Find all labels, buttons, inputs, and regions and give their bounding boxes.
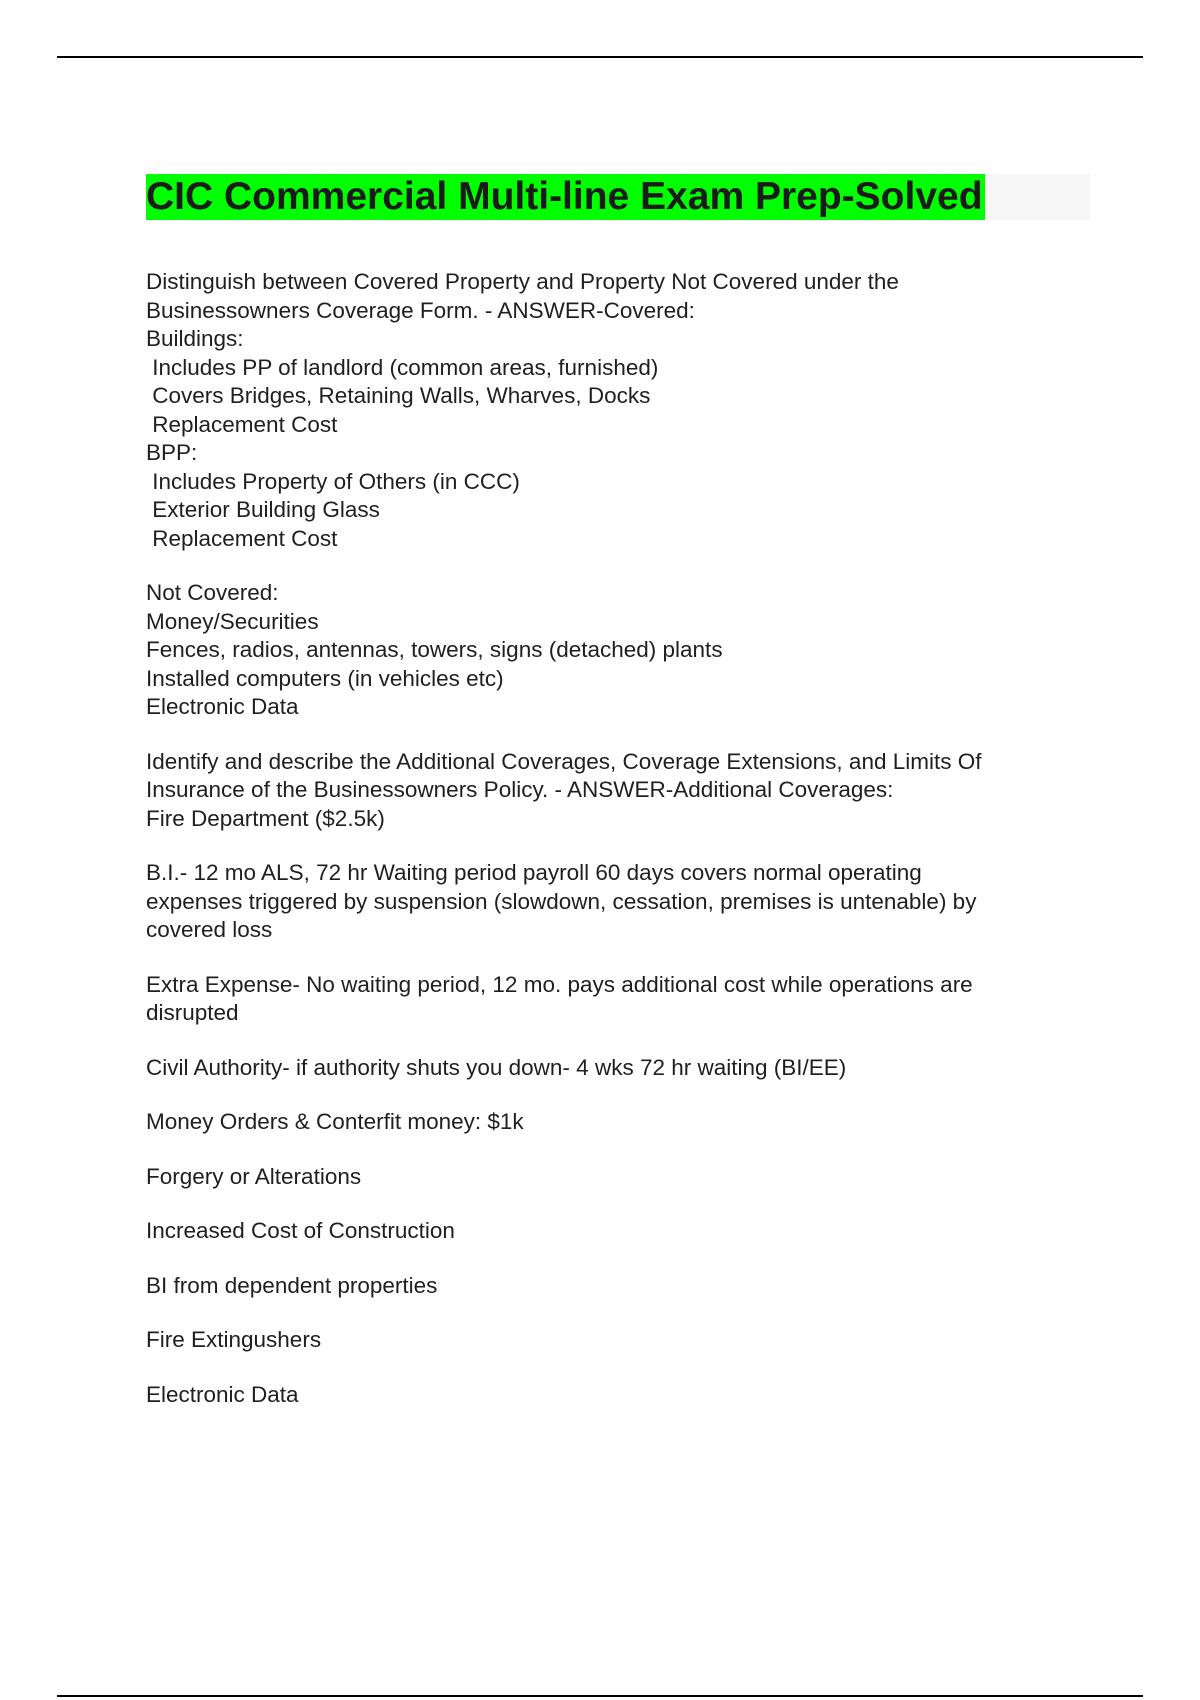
- text-line: Covers Bridges, Retaining Walls, Wharves, Docks: [146, 383, 651, 408]
- paragraph: [146, 1272, 1096, 1301]
- paragraph: [146, 1381, 1096, 1410]
- paragraph: [146, 1108, 1096, 1137]
- text-line: disrupted: [146, 1000, 239, 1025]
- text-line: Buildings:: [146, 326, 244, 351]
- text-line: B.I.- 12 mo ALS, 72 hr Waiting period payroll 60 days covers normal operating: [146, 860, 922, 885]
- paragraph: [146, 859, 1096, 945]
- paragraph-gap: [146, 945, 1096, 971]
- text-line: Fences, radios, antennas, towers, signs (detached) plants: [146, 637, 723, 662]
- paragraph: [146, 1054, 1096, 1083]
- text-line: Replacement Cost: [146, 525, 338, 551]
- text-line: Civil Authority- if authority shuts you down- 4 wks 72 hr waiting (BI/EE): [146, 1054, 847, 1080]
- text-line: Exterior Building Glass: [146, 497, 380, 522]
- bottom-rule: [57, 1695, 1143, 1697]
- document-body: [146, 268, 1096, 1409]
- text-line: expenses triggered by suspension (slowdown, cessation, premises is untenable) by: [146, 888, 977, 914]
- text-line: BI from dependent properties: [146, 1272, 438, 1298]
- paragraph-gap: [146, 722, 1096, 748]
- paragraph: [146, 1326, 1096, 1355]
- text-line: Insurance of the Businessowners Policy. - ANSWER-Additional Coverages:: [146, 777, 894, 802]
- text-line: BPP:: [146, 440, 198, 465]
- text-line: Distinguish between Covered Property and Property Not Covered under the: [146, 269, 899, 294]
- text-line: Fire Extingushers: [146, 1327, 322, 1352]
- paragraph-gap: [146, 553, 1096, 579]
- text-line: covered loss: [146, 917, 273, 942]
- paragraph: [146, 748, 1096, 834]
- text-line: Forgery or Alterations: [146, 1163, 362, 1189]
- text-line: Electronic Data: [146, 694, 299, 719]
- text-line: Extra Expense- No waiting period, 12 mo. pays additional cost while operations are: [146, 971, 973, 997]
- paragraph: [146, 971, 1096, 1028]
- text-line: Includes Property of Others (in CCC): [146, 468, 520, 494]
- text-line: Money Orders & Conterfit money: $1k: [146, 1109, 524, 1134]
- paragraph-gap: [146, 1355, 1096, 1381]
- paragraph: [146, 1217, 1096, 1246]
- paragraph-gap: [146, 1028, 1096, 1054]
- paragraph-gap: [146, 1300, 1096, 1326]
- text-line: Fire Department ($2.5k): [146, 805, 385, 831]
- text-line: Businessowners Coverage Form. - ANSWER-Covered:: [146, 297, 695, 323]
- text-line: Includes PP of landlord (common areas, furnished): [146, 354, 659, 380]
- paragraph-gap: [146, 833, 1096, 859]
- paragraph: [146, 579, 1096, 722]
- title-band: [146, 174, 1090, 220]
- paragraph-gap: [146, 1246, 1096, 1272]
- paragraph: [146, 268, 1096, 553]
- text-line: Increased Cost of Construction: [146, 1218, 455, 1243]
- text-line: Installed computers (in vehicles etc): [146, 665, 504, 691]
- document-title: CIC Commercial Multi-line Exam Prep-Solved: [146, 175, 983, 218]
- paragraph-gap: [146, 1082, 1096, 1108]
- page-content: [146, 174, 1096, 1409]
- paragraph-gap: [146, 1137, 1096, 1163]
- paragraph: [146, 1163, 1096, 1192]
- text-line: Not Covered:: [146, 580, 279, 605]
- text-line: Electronic Data: [146, 1381, 299, 1407]
- text-line: Replacement Cost: [146, 411, 338, 437]
- top-rule: [57, 56, 1143, 58]
- text-line: Money/Securities: [146, 608, 319, 634]
- text-line: Identify and describe the Additional Coverages, Coverage Extensions, and Limits Of: [146, 748, 982, 774]
- paragraph-gap: [146, 1191, 1096, 1217]
